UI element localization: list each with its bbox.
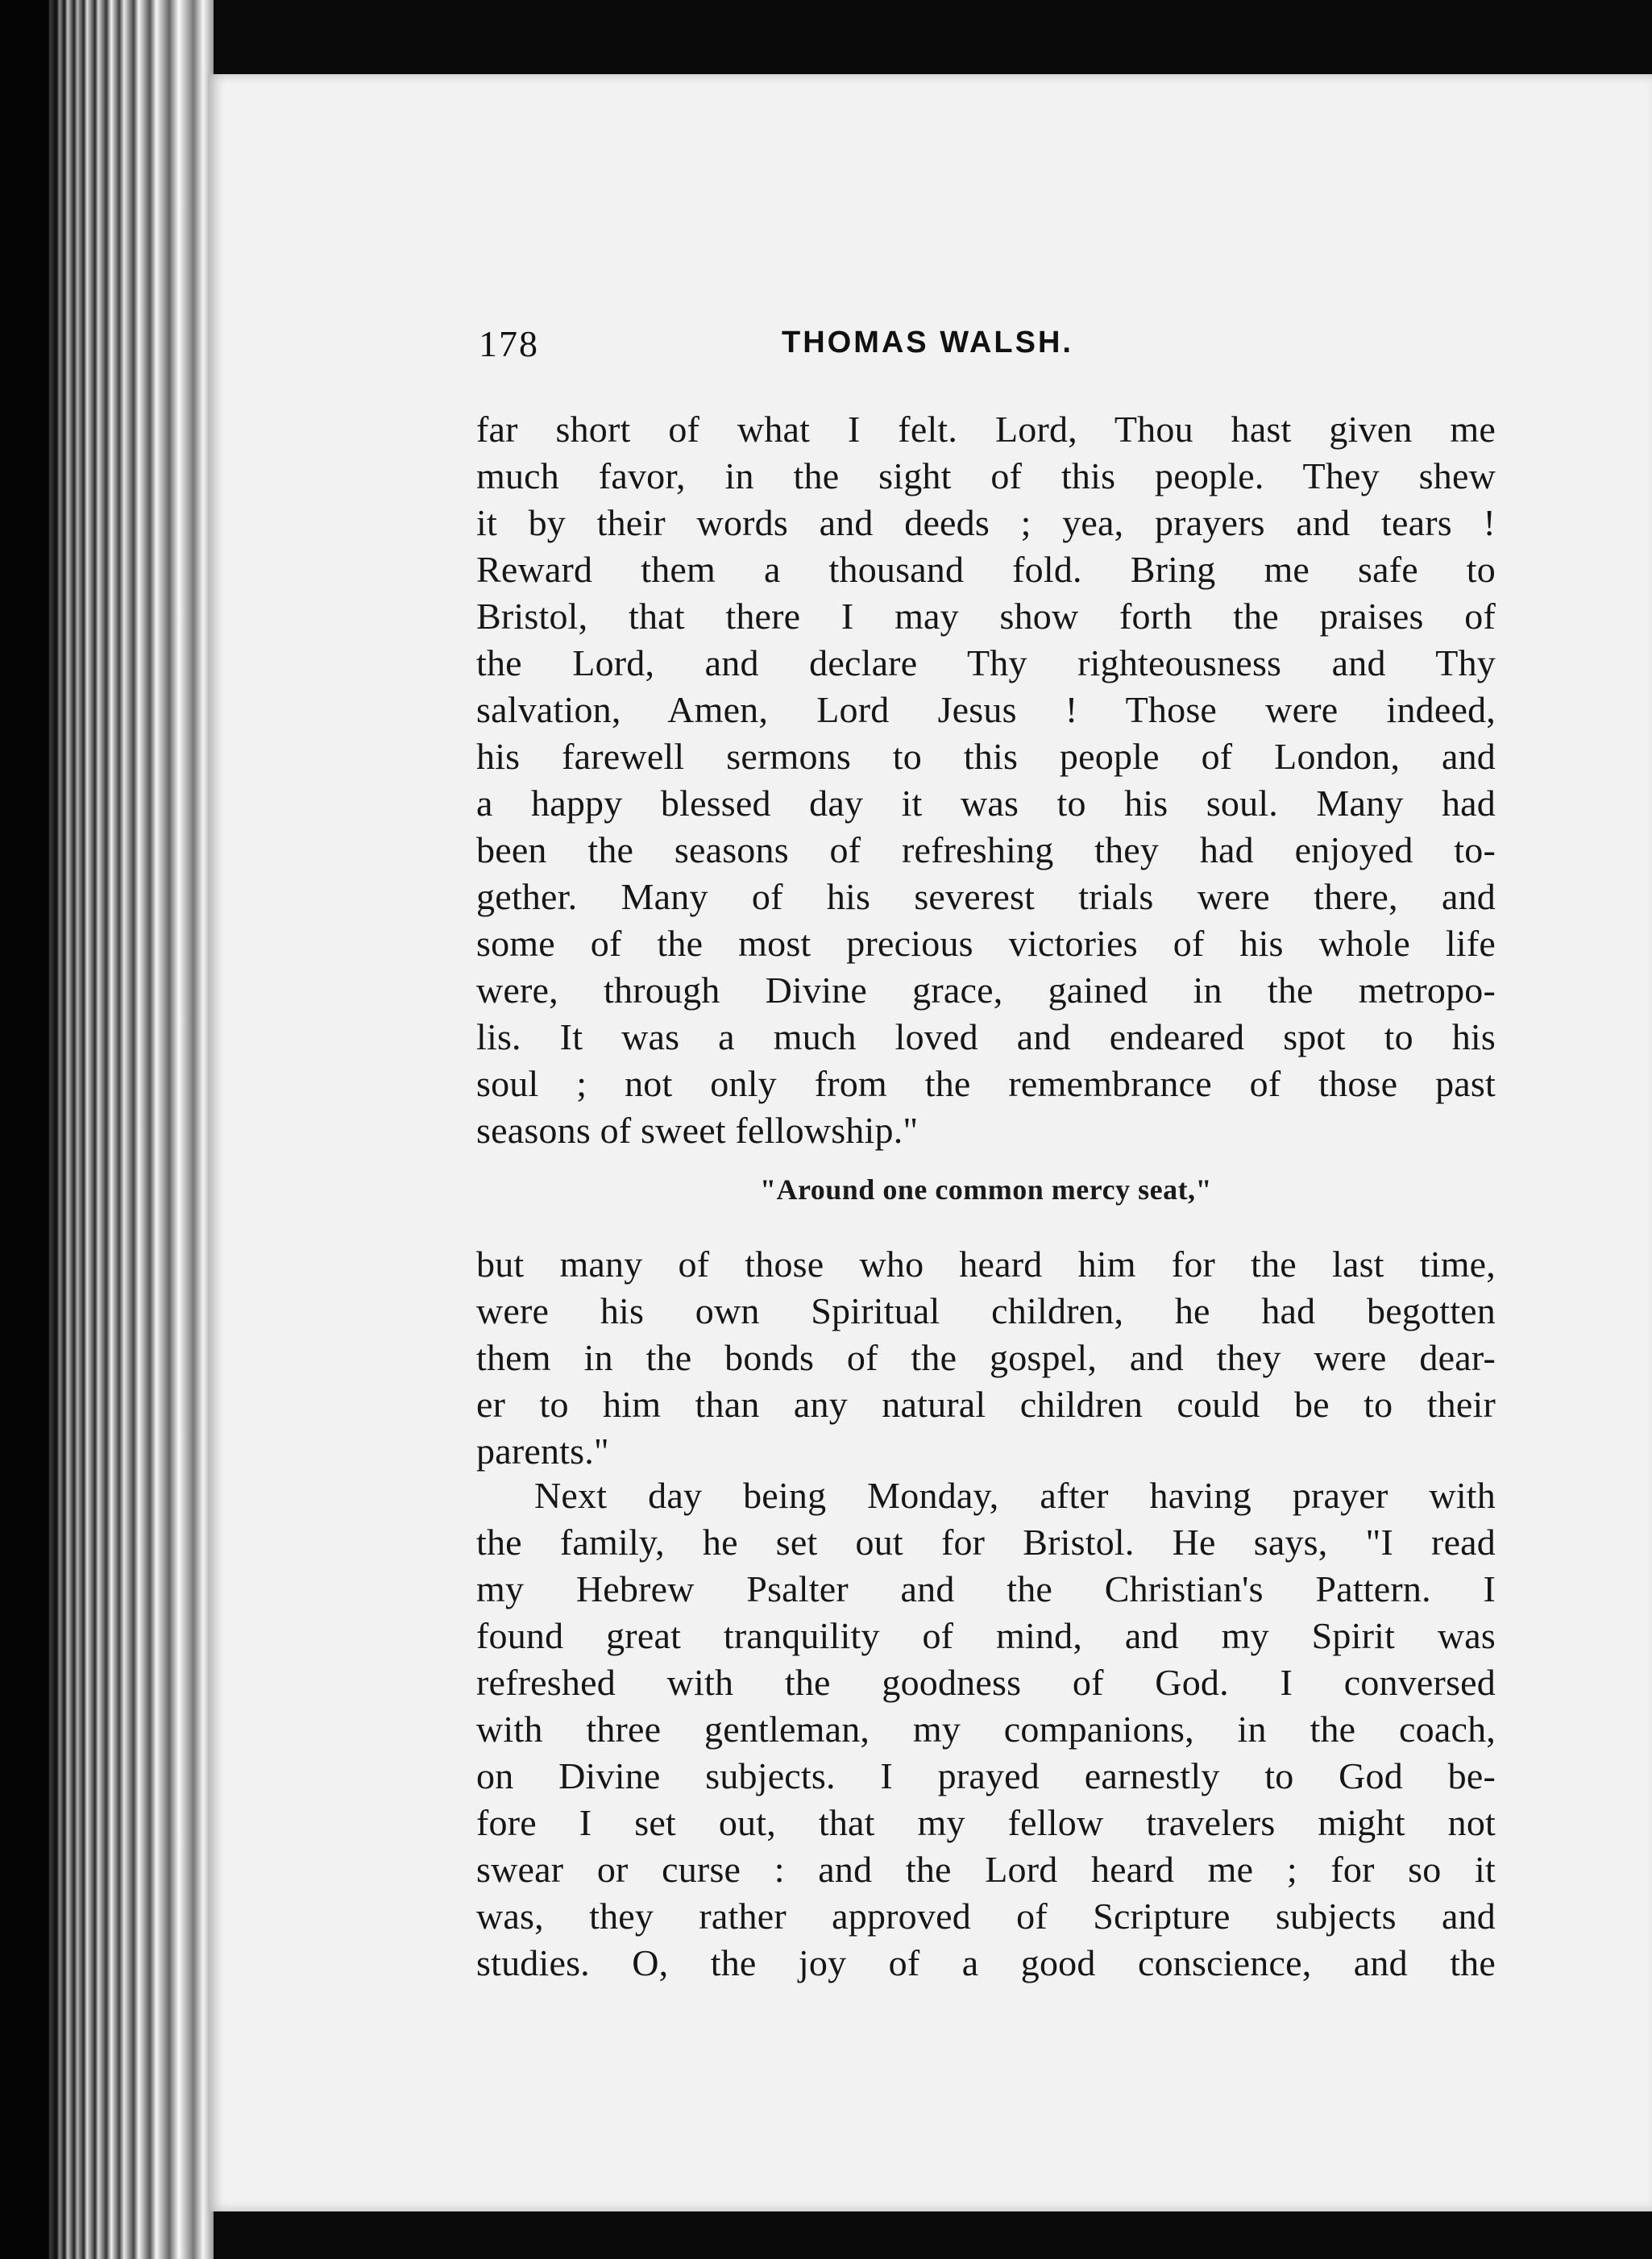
book-page-edges bbox=[0, 0, 214, 2259]
text-line: a happy blessed day it was to his soul. Many had bbox=[476, 783, 1496, 824]
text-line: far short of what I felt. Lord, Thou hast given me bbox=[476, 409, 1496, 450]
text-line: parents." bbox=[476, 1431, 609, 1472]
text-line: gether. Many of his severest trials were there, and bbox=[476, 876, 1496, 917]
text-line: seasons of sweet fellowship." bbox=[476, 1110, 919, 1151]
page-header bbox=[271, 322, 1496, 371]
text-line: swear or curse : and the Lord heard me ; for so it bbox=[476, 1849, 1496, 1890]
text-line: the Lord, and declare Thy righteousness and Thy bbox=[476, 642, 1496, 683]
text-line: with three gentleman, my companions, in the coach, bbox=[476, 1709, 1496, 1750]
scan-background-top bbox=[0, 0, 1652, 77]
scan-background-bottom bbox=[0, 2210, 1652, 2259]
text-line: on Divine subjects. I prayed earnestly to God be- bbox=[476, 1755, 1496, 1796]
text-line: er to him than any natural children could be to their bbox=[476, 1384, 1496, 1425]
text-line: Bristol, that there I may show forth the praises of bbox=[476, 596, 1496, 637]
text-line: were his own Spiritual children, he had begotten bbox=[476, 1290, 1496, 1331]
text-line: refreshed with the goodness of God. I conversed bbox=[476, 1662, 1496, 1703]
paragraph-after-quote bbox=[476, 1241, 1496, 1475]
text-line: Next day being Monday, after having prayer with bbox=[534, 1475, 1496, 1516]
text-line: some of the most precious victories of his whole life bbox=[476, 923, 1496, 964]
text-line: salvation, Amen, Lord Jesus ! Those were indeed, bbox=[476, 689, 1496, 730]
text-line: studies. O, the joy of a good conscience, and the bbox=[476, 1942, 1496, 1983]
text-line: it by their words and deeds ; yea, prayers and tears ! bbox=[476, 502, 1496, 543]
text-line: his farewell sermons to this people of London, and bbox=[476, 736, 1496, 777]
text-line: my Hebrew Psalter and the Christian's Pattern. I bbox=[476, 1568, 1496, 1609]
text-line: fore I set out, that my fellow travelers might not bbox=[476, 1802, 1496, 1843]
text-line: was, they rather approved of Scripture subjects and bbox=[476, 1896, 1496, 1937]
verse-quote: "Around one common mercy seat," bbox=[759, 1173, 1213, 1206]
text-line: soul ; not only from the remembrance of those past bbox=[476, 1063, 1496, 1104]
page-number: 178 bbox=[479, 323, 539, 364]
text-line: found great tranquility of mind, and my Spirit was bbox=[476, 1615, 1496, 1656]
text-line: them in the bonds of the gospel, and they were dear- bbox=[476, 1337, 1496, 1378]
text-line: the family, he set out for Bristol. He says, "I read bbox=[476, 1522, 1496, 1563]
paragraph-continued bbox=[476, 406, 1496, 1154]
text-line: but many of those who heard him for the last time, bbox=[476, 1244, 1496, 1285]
text-line: much favor, in the sight of this people. They shew bbox=[476, 455, 1496, 496]
text-line: lis. It was a much loved and endeared spot to his bbox=[476, 1016, 1496, 1057]
running-head: THOMAS WALSH. bbox=[782, 326, 1073, 359]
text-line: Reward them a thousand fold. Bring me safe to bbox=[476, 549, 1496, 590]
text-line: been the seasons of refreshing they had enjoyed to- bbox=[476, 829, 1496, 870]
paragraph-next-day bbox=[476, 1472, 1496, 1987]
text-line: were, through Divine grace, gained in the metropo- bbox=[476, 970, 1496, 1011]
